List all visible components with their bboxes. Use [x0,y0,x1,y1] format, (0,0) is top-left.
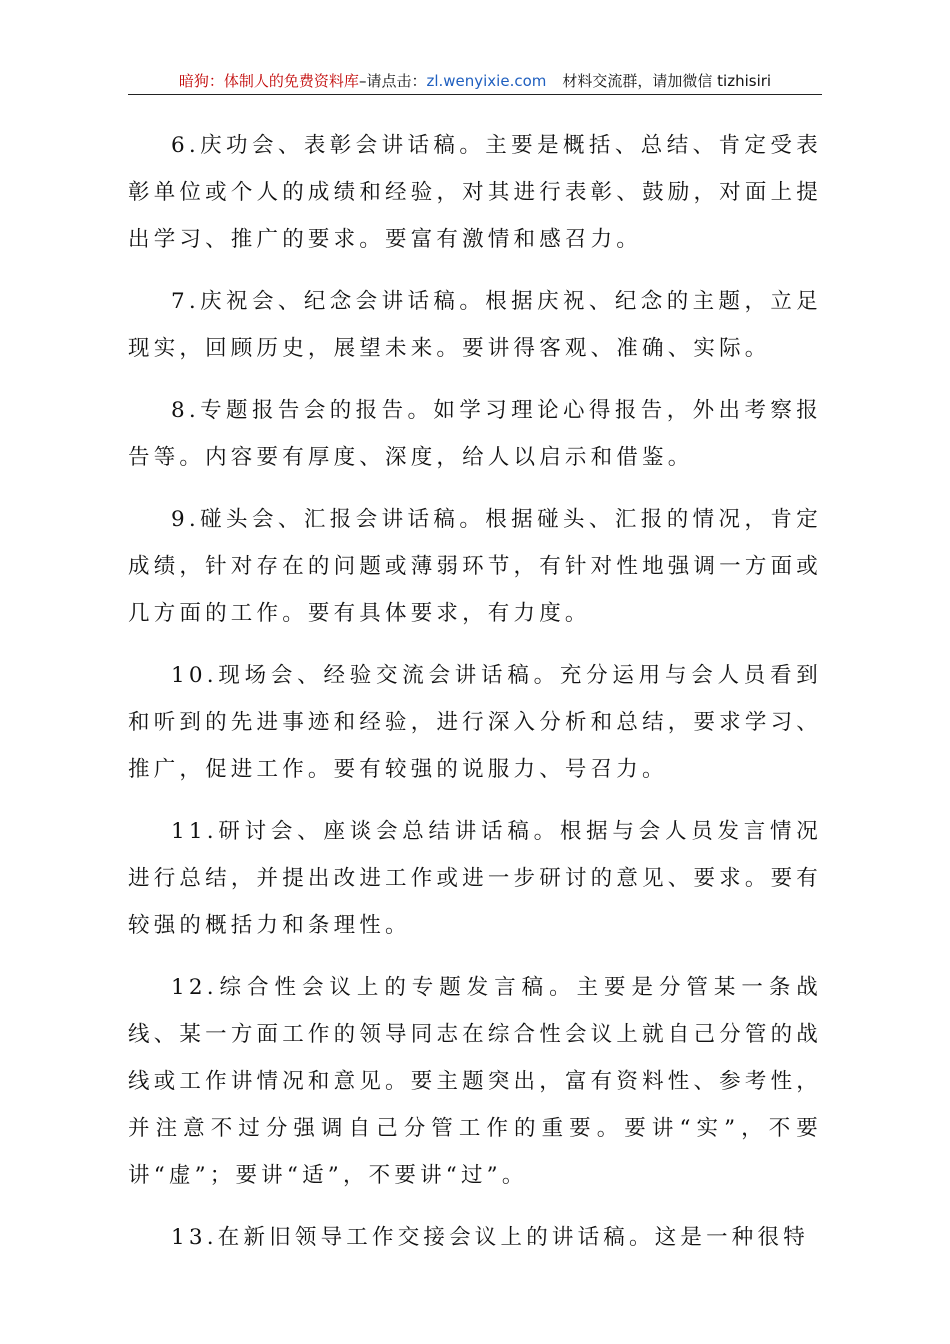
paragraph-8: 8.专题报告会的报告。如学习理论心得报告，外出考察报告等。内容要有厚度、深度，给人以启示和借鉴。 [128,398,822,470]
header-separator: –请点击： [358,72,427,90]
paragraph-10: 10.现场会、经验交流会讲话稿。充分运用与会人员看到和听到的先进事迹和经验，进行深入分析和总结，要求学习、推广，促进工作。要有较强的说服力、号召力。 [128,663,822,782]
paragraph-12: 12.综合性会议上的专题发言稿。主要是分管某一条战线、某一方面工作的领导同志在综合性会议上就自己分管的战线或工作讲情况和意见。要主题突出，富有资料性、参考性，并注意不过分强调自己分管工作的重要。要讲“实”，不要讲“虚”；要讲“适”，不要讲“过”。 [128,975,822,1188]
paragraph-9: 9.碰头会、汇报会讲话稿。根据碰头、汇报的情况，肯定成绩，针对存在的问题或薄弱环节，有针对性地强调一方面或几方面的工作。要有具体要求，有力度。 [128,507,822,626]
paragraph-11: 11.研讨会、座谈会总结讲话稿。根据与会人员发言情况进行总结，并提出改进工作或进一步研讨的意见、要求。要有较强的概括力和条理性。 [128,819,822,938]
page-header [128,68,822,95]
header-link[interactable]: zl.wenyixie.com [426,72,547,90]
paragraph-7: 7.庆祝会、纪念会讲话稿。根据庆祝、纪念的主题，立足现实，回顾历史，展望未来。要讲得客观、准确、实际。 [128,289,822,361]
header-group-info: 材料交流群，请加微信 tizhisiri [562,72,772,90]
paragraph-13: 13.在新旧领导工作交接会议上的讲话稿。这是一种很特 [171,1225,809,1250]
header-brand: 暗狗：体制人的免费资料库 [178,72,359,90]
paragraph-6: 6.庆功会、表彰会讲话稿。主要是概括、总结、肯定受表彰单位或个人的成绩和经验，对其进行表彰、鼓励，对面上提出学习、推广的要求。要富有激情和感召力。 [128,133,822,252]
document-body [128,122,822,1276]
